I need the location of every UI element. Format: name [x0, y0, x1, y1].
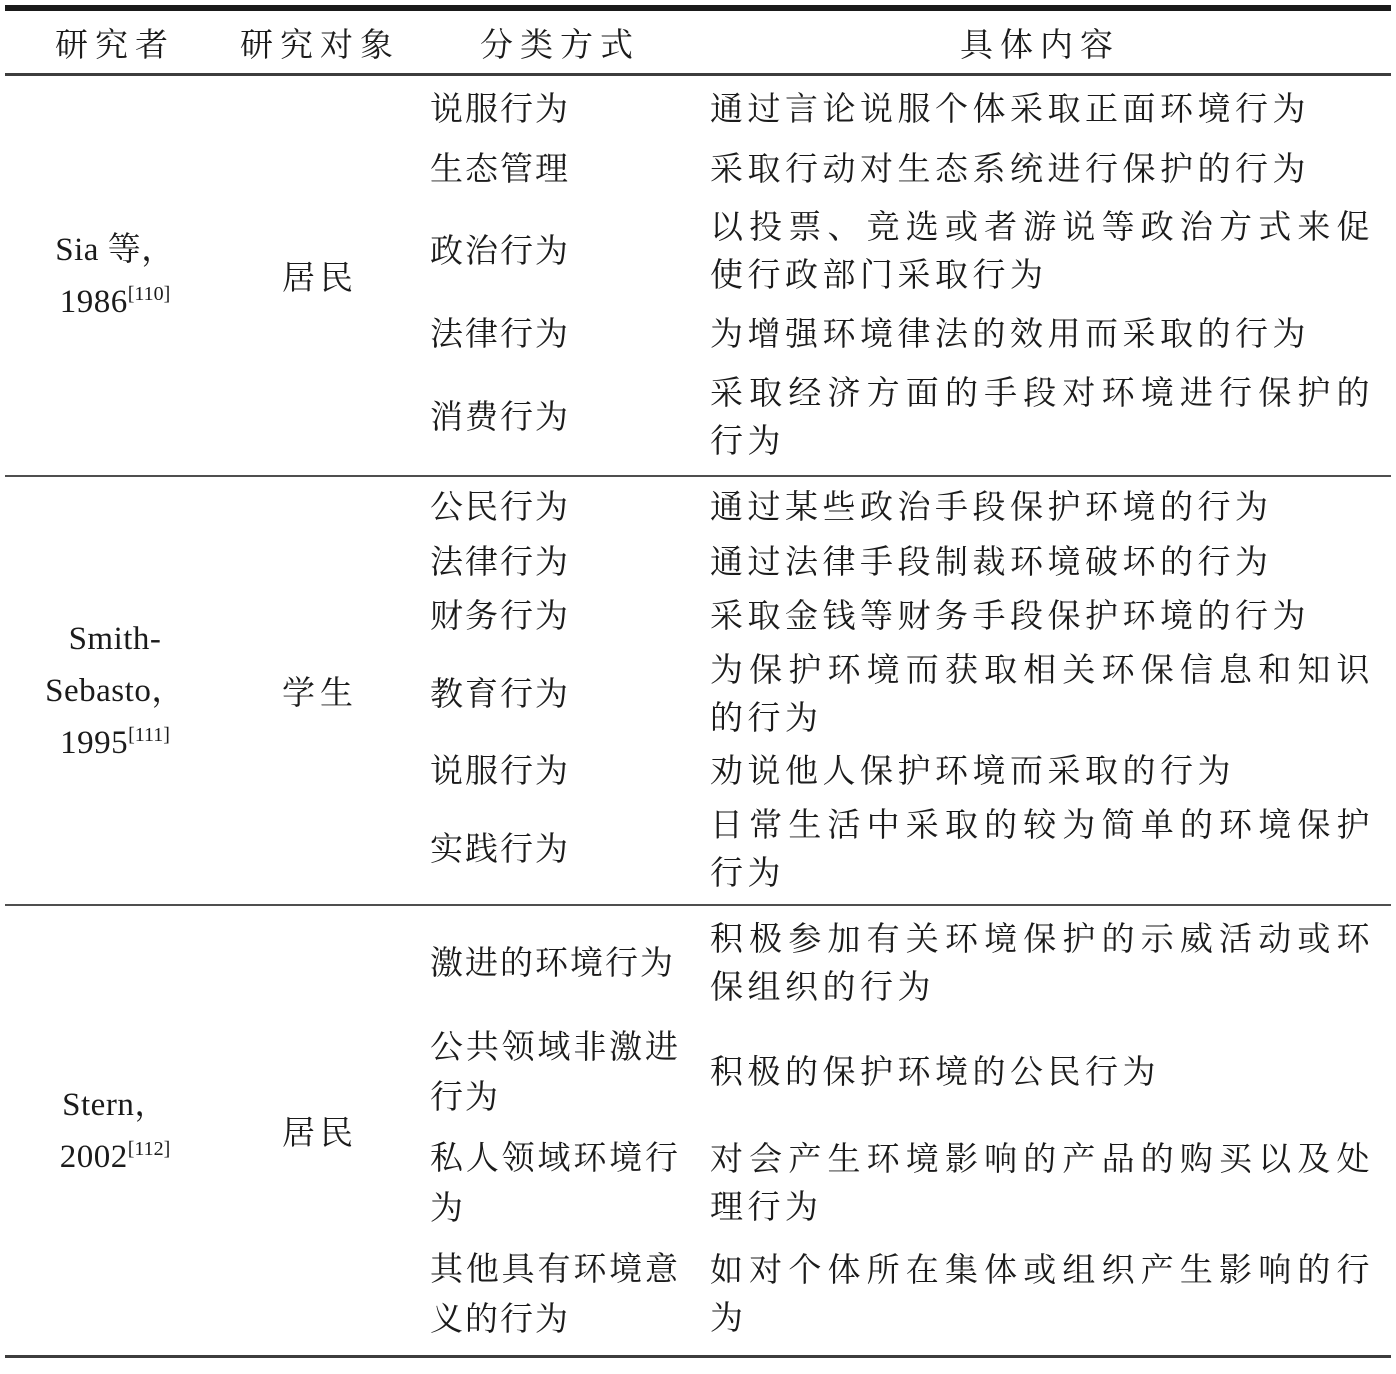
table-header-row — [0, 11, 1396, 73]
header-cell-subject: 研究对象 — [240, 27, 400, 64]
table-row — [410, 483, 1396, 533]
content-cell: 通过某些政治手段保护环境的行为 — [710, 490, 1273, 527]
researcher-year-line — [0, 276, 230, 328]
researcher-cell — [0, 224, 230, 328]
category-cell: 其他具有环境意义的行为 — [430, 1252, 680, 1339]
category-cell: 激进的环境行为 — [430, 945, 675, 982]
content-cell: 通过言论说服个体采取正面环境行为 — [710, 91, 1310, 128]
table-row — [410, 916, 1396, 1012]
table-bottom-rule — [5, 1355, 1391, 1358]
researcher-name: Smith- — [68, 620, 162, 657]
table-row — [410, 1134, 1396, 1234]
researcher-year: 1995 — [60, 724, 129, 761]
table-row — [410, 802, 1396, 898]
category-cell: 公共领域非激进行为 — [430, 1029, 680, 1116]
content-cell: 积极参加有关环境保护的示威活动或环保组织的行为 — [710, 921, 1374, 1006]
category-cell: 消费行为 — [430, 400, 570, 437]
table-row — [410, 592, 1396, 642]
table-block-smith-sebasto — [0, 477, 1396, 904]
subject-cell: 学生 — [282, 676, 358, 712]
content-cell: 为保护环境而获取相关环保信息和知识的行为 — [710, 652, 1374, 737]
subject-cell: 居民 — [282, 1116, 358, 1152]
content-cell: 以投票、竞选或者游说等政治方式来促使行政部门采取行为 — [710, 210, 1374, 295]
subject-cell: 居民 — [282, 261, 358, 297]
table-row — [410, 145, 1396, 195]
table-row — [410, 1023, 1396, 1123]
category-cell: 法律行为 — [430, 544, 570, 581]
category-cell: 教育行为 — [430, 676, 570, 713]
table-block-stern — [0, 906, 1396, 1355]
table-row — [410, 647, 1396, 743]
citation-ref: [111] — [128, 723, 170, 746]
header-cell-category: 分类方式 — [480, 27, 640, 64]
category-cell: 政治行为 — [430, 234, 570, 271]
content-cell: 对会产生环境影响的产品的购买以及处理行为 — [710, 1142, 1374, 1227]
content-cell: 如对个体所在集体或组织产生影响的行为 — [710, 1253, 1374, 1338]
researcher-year-line — [0, 1131, 230, 1183]
category-cell: 财务行为 — [430, 599, 570, 636]
rows-group — [410, 76, 1396, 475]
category-cell: 公民行为 — [430, 490, 570, 527]
table-row — [410, 1245, 1396, 1345]
content-cell: 积极的保护环境的公民行为 — [710, 1054, 1160, 1091]
table-row — [410, 85, 1396, 135]
researcher-cell — [0, 613, 230, 769]
table-row — [410, 310, 1396, 360]
table-row — [410, 747, 1396, 797]
researcher-cell — [0, 1079, 230, 1183]
category-cell: 私人领域环境行为 — [430, 1141, 680, 1228]
content-cell: 采取金钱等财务手段保护环境的行为 — [710, 599, 1310, 636]
researcher-year: 2002 — [59, 1138, 128, 1175]
table-row — [410, 370, 1396, 466]
category-cell: 生态管理 — [430, 151, 570, 188]
content-cell: 劝说他人保护环境而采取的行为 — [710, 754, 1235, 791]
researcher-name: Sebasto， — [45, 672, 185, 709]
content-cell: 通过法律手段制裁环境破坏的行为 — [710, 544, 1273, 581]
table-row — [410, 204, 1396, 300]
researcher-year: 1986 — [59, 283, 128, 320]
rows-group — [410, 906, 1396, 1355]
content-cell: 日常生活中采取的较为简单的环境保护行为 — [710, 807, 1374, 892]
researcher-name: Sia 等， — [55, 231, 175, 268]
category-cell: 实践行为 — [430, 831, 570, 868]
table-block-sia — [0, 76, 1396, 475]
header-cell-researcher: 研究者 — [55, 27, 175, 64]
header-cell-content: 具体内容 — [960, 27, 1120, 64]
category-cell: 法律行为 — [430, 317, 570, 354]
content-cell: 采取行动对生态系统进行保护的行为 — [710, 151, 1310, 188]
category-cell: 说服行为 — [430, 91, 570, 128]
content-cell: 为增强环境律法的效用而采取的行为 — [710, 317, 1310, 354]
citation-ref: [112] — [127, 1137, 171, 1160]
table-row — [410, 538, 1396, 588]
category-cell: 说服行为 — [430, 754, 570, 791]
content-cell: 采取经济方面的手段对环境进行保护的行为 — [710, 376, 1374, 461]
rows-group — [410, 477, 1396, 904]
researcher-name: Stern， — [62, 1086, 168, 1123]
citation-ref: [110] — [127, 282, 171, 305]
researcher-year-line — [0, 717, 230, 769]
